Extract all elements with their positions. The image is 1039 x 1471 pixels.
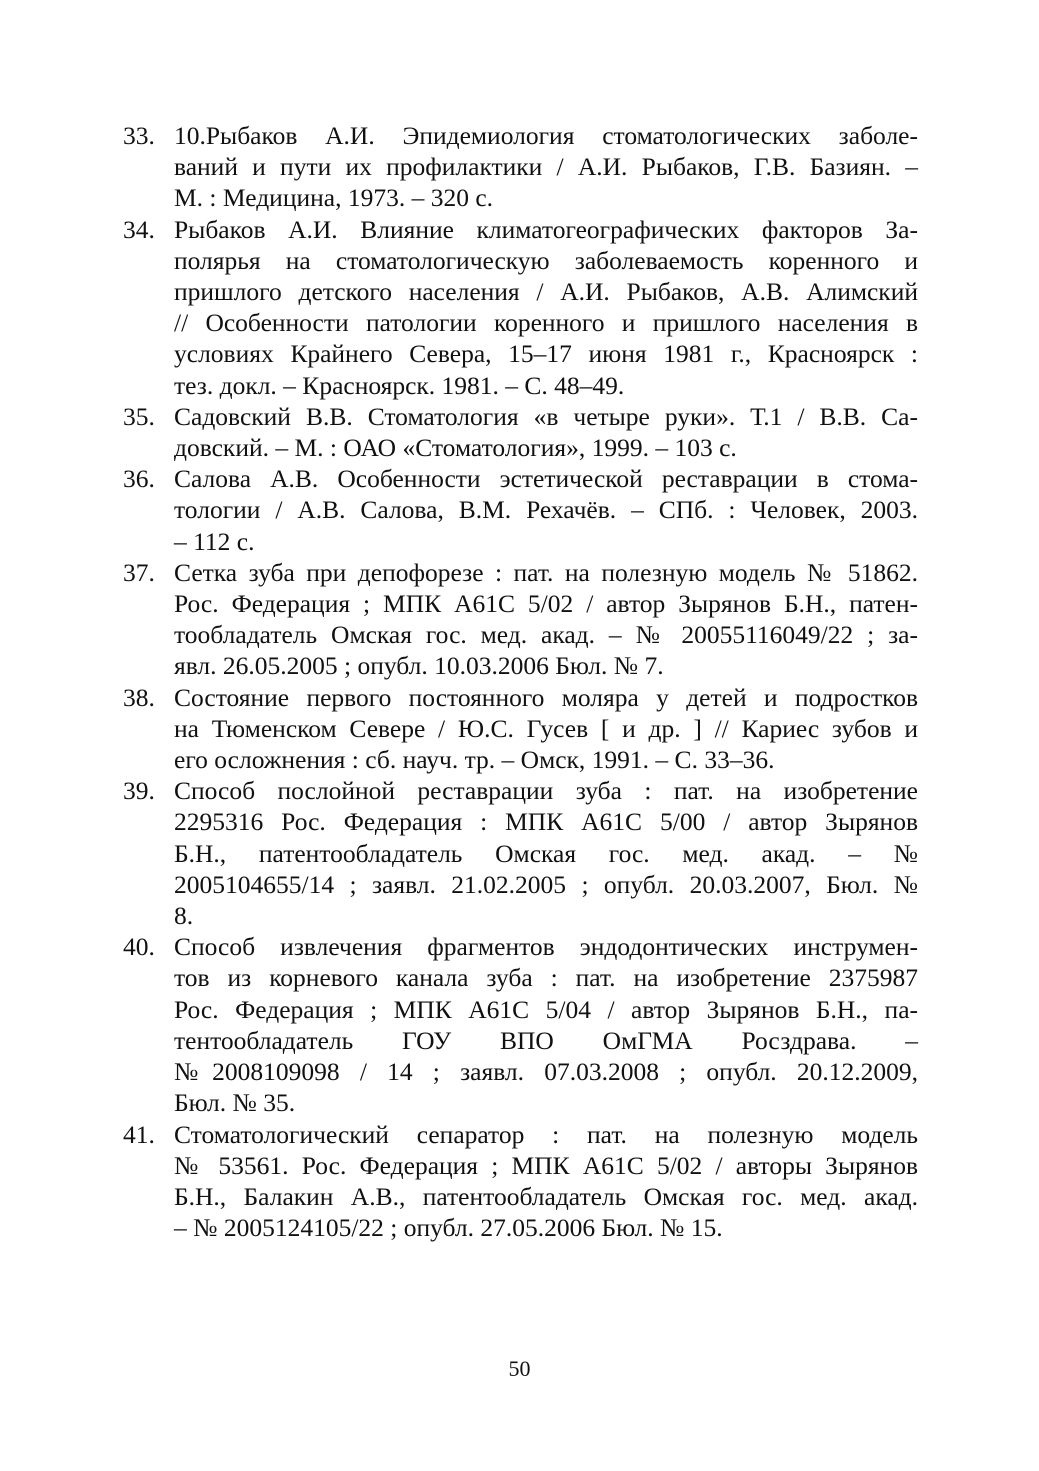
reference-line: Способ послойной реставрации зуба : пат. на изобретение <box>174 776 918 806</box>
reference-list <box>123 120 918 1243</box>
reference-text <box>174 682 918 776</box>
reference-item <box>123 1119 918 1244</box>
reference-number: 36. <box>123 464 155 494</box>
reference-item <box>123 463 918 557</box>
reference-line: № 53561. Рос. Федерация ; МПК A61C 5/02 / авторы Зырянов <box>174 1150 918 1180</box>
reference-line: №2008109098 / 14 ; заявл. 07.03.2008 ; опубл. 20.12.2009, <box>174 1057 918 1087</box>
reference-line: Б.Н., Балакин А.В., патентообладатель Омская гос. мед. акад. <box>174 1181 918 1211</box>
reference-line: на Тюменском Севере / Ю.С. Гусев [ и др. ] // Кариес зубов и <box>174 713 918 743</box>
reference-text <box>174 120 918 214</box>
reference-line: полярья на стоматологическую заболеваемость коренного и <box>174 245 918 275</box>
reference-number: 34. <box>123 214 155 244</box>
reference-number: 40. <box>123 932 155 962</box>
reference-line: М. : Медицина, 1973. – 320 с. <box>174 183 494 213</box>
reference-text <box>174 931 918 1118</box>
reference-line: довский. – М. : ОАО «Стоматология», 1999. – 103 с. <box>174 433 737 463</box>
reference-line: ваний и пути их профилактики / А.И. Рыбаков, Г.В. Базиян. – <box>174 152 918 182</box>
page-number: 50 <box>508 1356 531 1381</box>
reference-line: Бюл. № 35. <box>174 1088 296 1118</box>
reference-line: 2005104655/14 ; заявл. 21.02.2005 ; опубл. 20.03.2007, Бюл. № <box>174 869 918 899</box>
reference-text <box>174 557 918 682</box>
reference-line: тологии / А.В. Салова, В.М. Рехачёв. – СПб. : Человек, 2003. <box>174 495 918 525</box>
reference-line: тообладатель Омская гос. мед. акад. – № 20055116049/22 ; за- <box>174 620 918 650</box>
reference-line: 8. <box>174 901 194 931</box>
reference-item <box>123 682 918 776</box>
reference-line: Салова А.В. Особенности эстетической реставрации в стома- <box>174 464 918 494</box>
reference-line: Рос. Федерация ; МПК A61C 5/02 / автор Зырянов Б.Н., патен- <box>174 589 918 619</box>
reference-item <box>123 214 918 401</box>
reference-line: – 112 с. <box>174 526 255 556</box>
reference-text <box>174 775 918 931</box>
reference-line: Садовский В.В. Стоматология «в четыре руки». Т.1 / В.В. Са- <box>174 401 918 431</box>
reference-item <box>123 401 918 463</box>
reference-text <box>174 214 918 401</box>
reference-line: Стоматологический сепаратор : пат. на полезную модель <box>174 1119 918 1149</box>
reference-line: // Особенности патологии коренного и пришлого населения в <box>174 308 918 338</box>
reference-number: 38. <box>123 682 155 712</box>
reference-item <box>123 557 918 682</box>
reference-line: – № 2005124105/22 ; опубл. 27.05.2006 Бюл. № 15. <box>174 1213 723 1243</box>
reference-line: тез. докл. – Красноярск. 1981. – С. 48–49. <box>174 370 625 400</box>
reference-item <box>123 931 918 1118</box>
reference-text <box>174 1119 918 1244</box>
reference-text <box>174 463 918 557</box>
reference-item <box>123 120 918 214</box>
reference-number: 37. <box>123 557 155 587</box>
reference-line: Рос. Федерация ; МПК A61C 5/04 / автор Зырянов Б.Н., па- <box>174 994 918 1024</box>
reference-number: 39. <box>123 776 155 806</box>
reference-text <box>174 401 918 463</box>
reference-line: 10.Рыбаков А.И. Эпидемиология стоматологических заболе- <box>174 121 918 150</box>
reference-line: его осложнения : сб. науч. тр. – Омск, 1991. – С. 33–36. <box>174 745 775 775</box>
reference-line: 2295316 Рос. Федерация : МПК A61C 5/00 / автор Зырянов <box>174 807 918 837</box>
reference-line: условиях Крайнего Севера, 15–17 июня 1981 г., Красноярск : <box>174 339 918 369</box>
reference-number: 35. <box>123 401 155 431</box>
reference-line: Б.Н., патентообладатель Омская гос. мед. акад. – № <box>174 838 918 868</box>
reference-number: 41. <box>123 1119 155 1149</box>
reference-line: явл. 26.05.2005 ; опубл. 10.03.2006 Бюл. № 7. <box>174 651 664 681</box>
reference-line: тентообладатель ГОУ ВПО ОмГМА Росздрава. – <box>174 1025 918 1055</box>
reference-line: тов из корневого канала зуба : пат. на изобретение 2375987 <box>174 963 918 993</box>
reference-item <box>123 775 918 931</box>
reference-line: Сетка зуба при депофорезе : пат. на полезную модель № 51862. <box>174 557 918 587</box>
reference-number: 33. <box>123 121 155 150</box>
reference-line: Рыбаков А.И. Влияние климатогеографических факторов За- <box>174 214 918 244</box>
reference-line: Состояние первого постоянного моляра у детей и подростков <box>174 682 918 712</box>
reference-line: Способ извлечения фрагментов эндодонтических инструмен- <box>174 932 918 962</box>
reference-line: пришлого детского населения / А.И. Рыбаков, А.В. Алимский <box>174 277 918 307</box>
